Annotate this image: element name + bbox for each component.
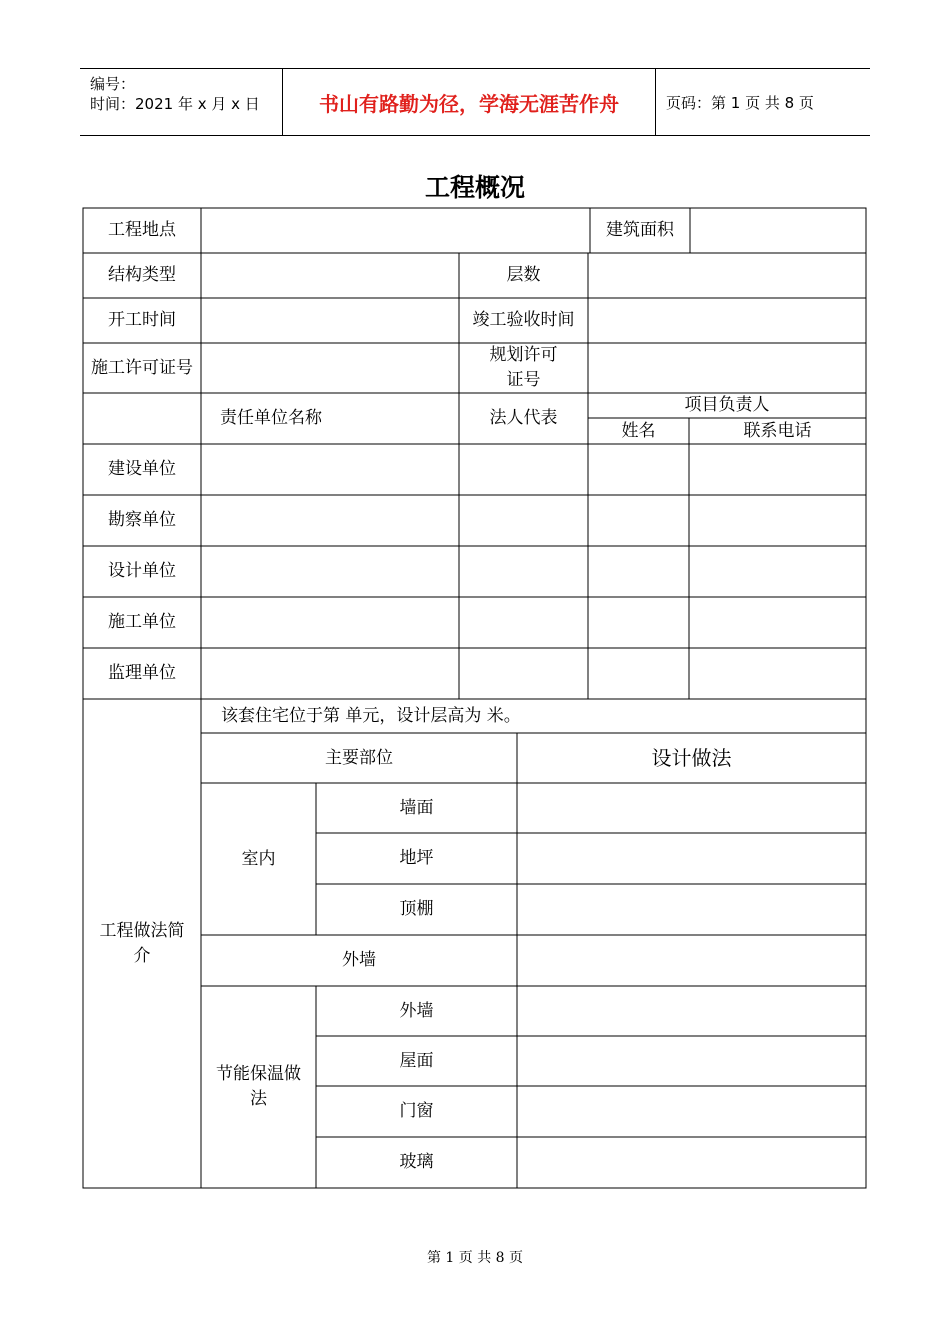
label-unit-supervision: 监理单位: [108, 663, 176, 683]
label-insulation-doors-windows: 门窗: [399, 1101, 434, 1121]
label-responsible-unit-name: 责任单位名称: [220, 408, 322, 428]
time-label: 时间：2021 年 x 月 x 日: [90, 95, 260, 113]
label-insulation-roof: 屋面: [399, 1050, 434, 1071]
value-floors[interactable]: [588, 253, 866, 298]
unit-note: 该套住宅位于第 单元，设计层高为 米。: [221, 705, 521, 726]
label-insulation-glass: 玻璃: [399, 1152, 434, 1172]
label-indoor-ceiling: 顶棚: [399, 899, 434, 919]
label-project-leader: 项目负责人: [684, 395, 770, 415]
label-unit-builder: 施工单位: [108, 612, 176, 632]
value-start-time[interactable]: [201, 298, 459, 343]
label-exterior-wall: 外墙: [342, 950, 376, 970]
label-leader-name: 姓名: [621, 420, 656, 441]
page-title: 工程概况: [424, 173, 525, 202]
value-building-area[interactable]: [690, 208, 866, 253]
label-start-time: 开工时间: [108, 310, 176, 330]
label-unit-design: 设计单位: [108, 561, 176, 581]
value-structure-type[interactable]: [201, 253, 459, 298]
label-completion-time: 竣工验收时间: [472, 310, 575, 330]
label-method-intro: 工程做法简介: [99, 920, 185, 966]
value-planning-permit[interactable]: [588, 343, 866, 393]
label-project-location: 工程地点: [108, 220, 176, 240]
label-legal-rep: 法人代表: [489, 408, 558, 428]
value-construction-permit[interactable]: [201, 343, 459, 393]
label-building-area: 建筑面积: [606, 220, 674, 240]
label-floors: 层数: [506, 265, 541, 285]
label-construction-permit: 施工许可证号: [91, 357, 193, 378]
label-insulation: 节能保温做法: [216, 1064, 301, 1109]
number-label: 编号：: [90, 75, 136, 93]
label-indoor: 室内: [241, 848, 276, 869]
label-leader-phone: 联系电话: [743, 420, 812, 441]
label-design-method: 设计做法: [651, 745, 732, 770]
label-unit-construction: 建设单位: [108, 459, 176, 479]
label-insulation-wall: 外墙: [399, 1000, 434, 1021]
label-indoor-wall: 墙面: [399, 797, 434, 818]
header-page-info: 页码：第 1 页 共 8 页: [666, 93, 814, 112]
label-indoor-floor: 地坪: [399, 848, 434, 868]
label-unit-survey: 勘察单位: [108, 510, 176, 530]
label-structure-type: 结构类型: [108, 265, 176, 285]
value-completion-time[interactable]: [588, 298, 866, 343]
header-motto: 书山有路勤为径，学海无涯苦作舟: [282, 69, 656, 135]
label-planning-permit: 规划许可证号: [489, 345, 558, 390]
page-footer: 第 1 页 共 8 页: [426, 1250, 524, 1266]
value-project-location[interactable]: [201, 208, 590, 253]
label-main-parts: 主要部位: [325, 747, 393, 768]
